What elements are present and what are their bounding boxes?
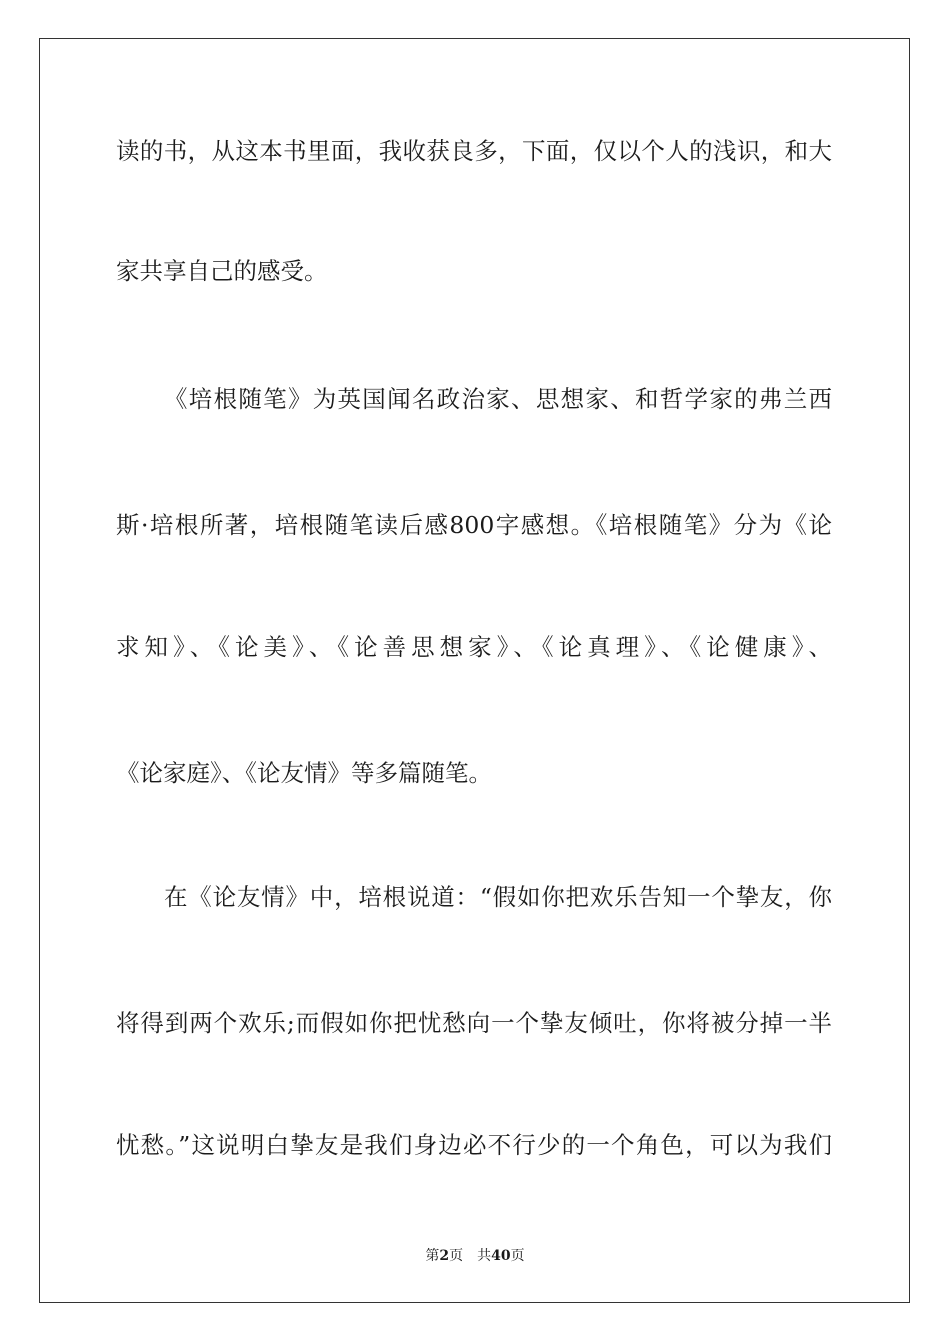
footer-page-suffix: 页: [449, 1248, 464, 1264]
text-line-7: 在《论友情》中，培根说道：“假如你把欢乐告知一个挚友，你: [164, 883, 832, 911]
text-line-3: 《培根随笔》为英国闻名政治家、思想家、和哲学家的弗兰西: [164, 385, 832, 413]
text-line-6: 《论家庭》、《论友情》等多篇随笔。: [116, 759, 492, 787]
text-line-4: 斯·培根所著，培根随笔读后感800字感想。《培根随笔》分为《论: [116, 511, 832, 539]
footer-total-suffix: 页: [510, 1248, 525, 1264]
footer-page-prefix: 第: [425, 1248, 440, 1264]
page-footer: [0, 1247, 950, 1265]
text-line-1: 读的书，从这本书里面，我收获良多，下面，仅以个人的浅识，和大: [116, 137, 832, 165]
page-border: [39, 38, 910, 1303]
text-line-8: 将得到两个欢乐;而假如你把忧愁向一个挚友倾吐，你将被分掉一半: [116, 1009, 832, 1037]
text-line-2: 家共享自己的感受。: [116, 257, 328, 285]
footer-page-number: 2: [439, 1248, 450, 1264]
text-line-5: 求知》、《论美》、《论善思想家》、《论真理》、《论健康》、: [116, 633, 832, 661]
text-line-9: 忧愁。”这说明白挚友是我们身边必不行少的一个角色，可以为我们: [116, 1131, 832, 1159]
footer-total-prefix: 共: [477, 1248, 492, 1264]
footer-total-pages: 40: [491, 1248, 511, 1264]
